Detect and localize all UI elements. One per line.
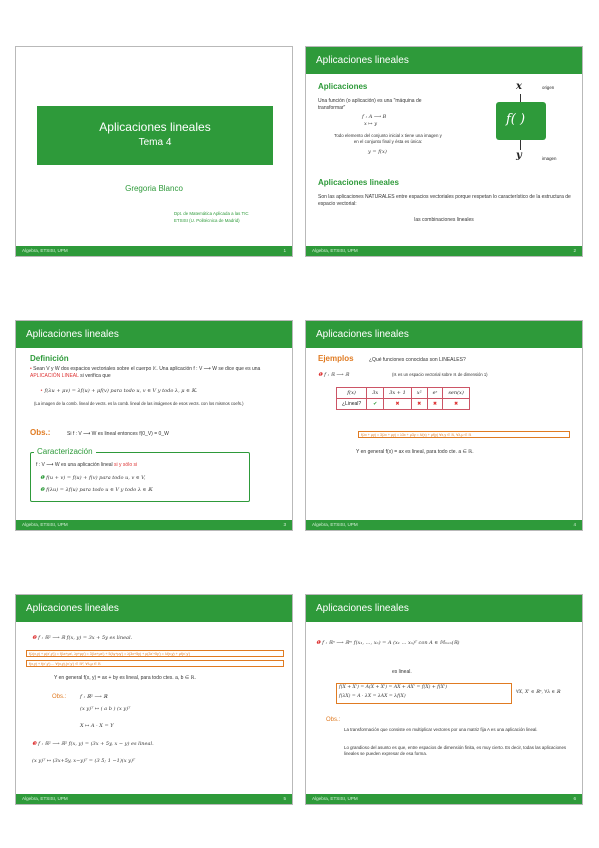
def-formula <box>40 388 197 395</box>
table-head-cell: f(x) <box>337 388 367 399</box>
number-icon: ❶ <box>316 640 321 646</box>
ex3-text: f : ℝ² ⟶ ℝ² f(x, y) = (3x + 5y, x − y) es lineal. <box>38 741 154 747</box>
table-header-row <box>337 388 470 399</box>
section-aplicaciones: Aplicaciones <box>318 82 368 91</box>
number-icon: ❶ <box>318 372 323 378</box>
def-text-start: Sean V y W dos espacios vectoriales sobre el cuerpo 𝕂. Una aplicación f : V ⟶ W se dice que es una <box>33 366 261 372</box>
slide-header: Aplicaciones lineales <box>16 595 292 622</box>
general-text: Y en general f(x) = ax es lineal, para todo cte. a ∈ ℝ. <box>356 449 474 455</box>
formula: y = f(x) <box>368 149 387 155</box>
ex2 <box>32 635 132 642</box>
def-formula-text: f(λu + μv) = λf(u) + μf(v) para todo u, v ∈ V y todo λ, μ ∈ 𝕂. <box>44 388 198 394</box>
slide1-author: Gregoria Blanco <box>125 184 183 193</box>
def-note: (La imagen de la comb. lineal de vects. es la comb. lineal de las imágenes de esos vects. con los mismos coefs.) <box>34 401 244 406</box>
fig-origin: origen <box>542 85 555 90</box>
footer-text: Algebra, ETSISI, UPM <box>22 522 68 527</box>
table-row <box>337 399 470 410</box>
proof-line-1: f(X + X') = A(X + X') = AX + AX' = f(X) + f(X') <box>339 685 447 690</box>
slide-header: Aplicaciones lineales <box>16 321 292 348</box>
arrow-out <box>520 140 521 150</box>
slide-footer <box>306 520 582 530</box>
desc-text: Todo elemento del conjunto inicial x tiene una imagen y en el conjunto final y ésta es única: <box>334 133 442 145</box>
slide-header: Aplicaciones lineales <box>306 321 582 348</box>
ex-main <box>316 640 578 647</box>
footer-text: Algebra, ETSISI, UPM <box>312 522 358 527</box>
obs-row-2: X ↦ A · X = Y <box>80 723 114 729</box>
intro-text: Una función (o aplicación) es una "máquina de transformar" <box>318 98 422 111</box>
number-icon: ❷ <box>32 635 37 641</box>
number-icon: ❷ <box>40 487 45 493</box>
slide-5 <box>15 594 293 805</box>
char-1 <box>40 475 146 482</box>
slide-4 <box>305 320 583 531</box>
def-text <box>30 366 288 380</box>
slide1-dept-1: Dpt. de Matemática Aplicada a las TIC <box>174 211 249 216</box>
slide1-dept-2: ETSISI (U. Politécnica de Madrid) <box>174 218 240 223</box>
page-number: 4 <box>573 522 576 527</box>
ex2-text: f : ℝ² ⟶ ℝ f(x, y) = 3x + 5y es lineal. <box>38 635 133 641</box>
obs-label: Obs.: <box>52 694 67 700</box>
slide1-title: Aplicaciones lineales <box>99 120 211 134</box>
footer-text: Algebra, ETSISI, UPM <box>22 796 68 801</box>
section-definicion: Definición <box>30 354 69 363</box>
bullet-icon: • <box>30 366 32 372</box>
page-number: 1 <box>283 248 286 253</box>
fig-x: x <box>516 81 522 92</box>
obs-map: f : ℝ² ⟶ ℝ <box>80 694 108 700</box>
page-number: 2 <box>573 248 576 253</box>
fig-f: f( ) <box>506 112 526 127</box>
question: ¿Qué funciones conocidas son LINEALES? <box>369 357 466 363</box>
arrow-in <box>520 94 521 102</box>
proof-line-2: f(λX) = A · λX = λAX = λf(X) <box>339 694 406 699</box>
cross-icon: ✖ <box>443 399 469 410</box>
obs-label: Obs.: <box>326 717 341 723</box>
highlight-text: las combinaciones lineales <box>414 217 474 223</box>
ex1-map: f : ℝ ⟶ ℝ <box>324 372 350 378</box>
char-text <box>36 462 137 469</box>
title-box <box>37 106 273 165</box>
table-head-cell: 3x + 1 <box>384 388 412 399</box>
footer-text: Algebra, ETSISI, UPM <box>22 248 68 253</box>
def-text-end: si verifica que <box>80 373 111 379</box>
char-2-text: f(λu) = λf(u) para todo u ∈ V y todo λ ∈ 𝕂 <box>46 487 153 493</box>
number-icon: ❸ <box>32 741 37 747</box>
ex3 <box>32 741 154 748</box>
slide-1 <box>15 46 293 257</box>
obs-text: Si f : V ⟶ W es lineal entonces f(0_V) = 0_W <box>67 431 169 437</box>
cross-icon: ✖ <box>427 399 443 410</box>
fig-image: imagen <box>542 156 557 161</box>
cross-icon: ✖ <box>411 399 427 410</box>
proof-bar-2: f(x,y) + f(x',y') ... ∀(x,y),(x',y') ∈ ℝ², ∀λ,μ ∈ ℝ <box>26 660 284 667</box>
char-1-text: f(u + v) = f(u) + f(v) para todo u, v ∈ V, <box>46 475 146 481</box>
char-sii: si y sólo si <box>114 462 138 468</box>
slide-footer <box>306 246 582 256</box>
slide1-subtitle: Tema 4 <box>138 137 172 148</box>
page-number: 6 <box>573 796 576 801</box>
ex3-matrix: (x y)ᵀ ↦ (3x+5y, x−y)ᵀ = (3 5; 1 −1)(x y)ᵀ <box>32 758 136 764</box>
slide-header: Aplicaciones lineales <box>306 595 582 622</box>
section-ejemplos: Ejemplos <box>318 354 354 363</box>
def-highlight: APLICACIÓN LINEAL <box>30 373 79 379</box>
obs-label: Obs.: <box>30 428 51 437</box>
slide-footer <box>16 794 292 804</box>
linearity-table <box>336 387 470 410</box>
ex-main-text: f : ℝⁿ ⟶ ℝᵐ f(x₁, …, xₙ) = A (x₁ … xₙ)ᵀ con A ∈ 𝕄ₘₓₙ(ℝ) <box>322 640 460 646</box>
linearity-proof-bar: f(λx + μy) = 3(λx + μy) = λ3x + μ3y = λf(x) + μf(y) ∀x,y ∈ ℝ, ∀λ,μ ∈ ℝ <box>358 431 570 438</box>
map-line-2: x ↦ y <box>364 121 378 127</box>
obs-2: Lo grandioso del asunto es que, entre espacios de dimensión finita, es muy cierto. Es decir, todas las aplicaciones lineales se pueden expresar de esa forma. <box>344 745 567 757</box>
fig-y: y <box>516 150 522 161</box>
ex1 <box>318 372 349 379</box>
is-linear: es lineal. <box>392 669 412 675</box>
page-number: 3 <box>283 522 286 527</box>
obs-row-1: (x y)ᵀ ↦ ( a b ) (x y)ᵀ <box>80 706 131 712</box>
table-head-cell: sen(x) <box>443 388 469 399</box>
number-icon: ❶ <box>40 475 45 481</box>
ex1-note: (ℝ es un espacio vectorial sobre ℝ de dimensión 1) <box>392 372 488 377</box>
bullet-icon: • <box>40 388 43 394</box>
page-number: 5 <box>283 796 286 801</box>
char-text-main: f : V ⟶ W es una aplicación lineal <box>36 462 113 468</box>
text-lineales: Son las aplicaciones NATURALES entre espacios vectoriales porque respetan lo característico de la estructura de espacio vectorial: <box>318 194 571 207</box>
map-line-1: f : A ⟶ B <box>362 114 387 120</box>
function-machine <box>496 102 546 140</box>
table-head-cell: eˣ <box>427 388 443 399</box>
slide-3 <box>15 320 293 531</box>
char-2 <box>40 487 152 494</box>
cross-icon: ✖ <box>384 399 412 410</box>
table-row-label: ¿Lineal? <box>337 399 367 410</box>
check-icon: ✔ <box>367 399 384 410</box>
slide-footer <box>306 794 582 804</box>
table-head-cell: x² <box>411 388 427 399</box>
slide-footer <box>16 246 292 256</box>
slide-6 <box>305 594 583 805</box>
box-title: Caracterización <box>34 447 96 456</box>
table-head-cell: 3x <box>367 388 384 399</box>
general-text: Y en general f(x, y) = ax + by es lineal, para todo ctes. a, b ∈ ℝ. <box>54 675 196 681</box>
section-aplicaciones-lineales: Aplicaciones lineales <box>318 178 399 187</box>
proof-forall: ∀X, X' ∈ ℝⁿ, ∀λ ∈ ℝ <box>516 690 561 695</box>
footer-text: Algebra, ETSISI, UPM <box>312 248 358 253</box>
obs-1: La transformación que consiste en multiplicar vectores por una matriz fija A es una aplicación lineal. <box>344 727 538 732</box>
slide-header: Aplicaciones lineales <box>306 47 582 74</box>
slide-2 <box>305 46 583 257</box>
proof-bar-1: f(λ(x,y) + μ(x',y')) = f(λx+μx', λy+μy') = 3(λx+μx') + 5(λy+μy') = λ(3x+5y) + μ(3x'+5y') = λf(x,y) + μf(x',y') <box>26 650 284 657</box>
footer-text: Algebra, ETSISI, UPM <box>312 796 358 801</box>
slide-footer <box>16 520 292 530</box>
